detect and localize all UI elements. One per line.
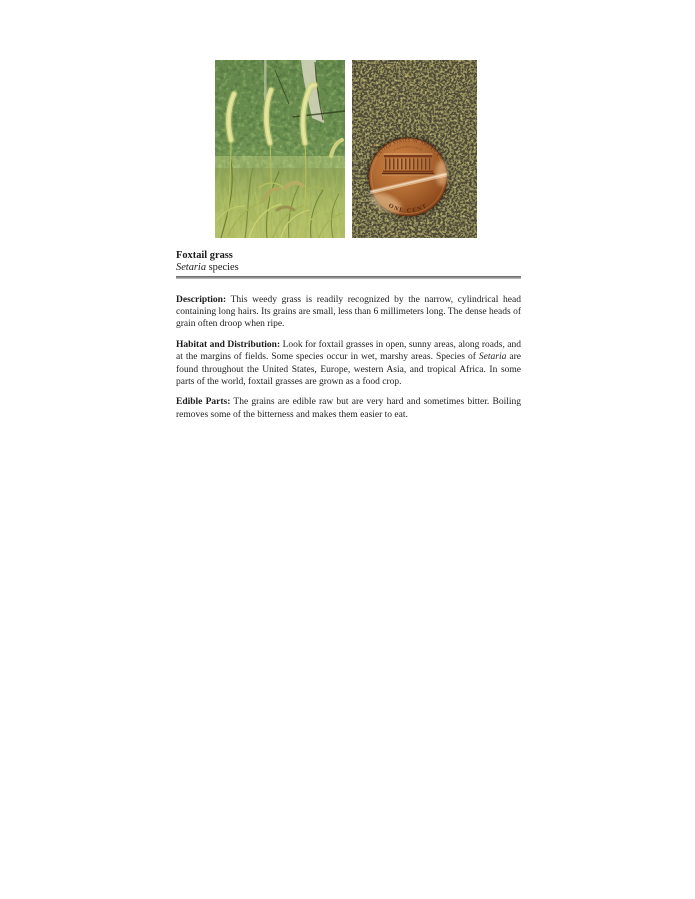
foliage-texture xyxy=(215,60,345,168)
edible-parts-label: Edible Parts: xyxy=(176,397,231,408)
edible-parts-text: The grains are edible raw but are very hard and sometimes bitter. Boiling removes some of the bitterness and makes them easier to eat. xyxy=(176,397,521,420)
seed-photo-image xyxy=(352,60,477,238)
penny-motto-text: E PLURIBUS UNUM xyxy=(393,145,423,152)
edible-parts-paragraph xyxy=(176,396,521,420)
penny-legend-text: UNITED STATES OF AMERICA xyxy=(374,137,442,158)
plant-photo-image xyxy=(215,60,345,238)
habitat-text-before: Look for foxtail grasses in open, sunny areas, along roads, and at the margins of fields. Some species occur in wet, marshy areas. Species of xyxy=(176,340,521,363)
description-label: Description: xyxy=(176,295,227,305)
article-body xyxy=(176,294,521,429)
species-genus-italic: Setaria xyxy=(176,262,207,274)
description-paragraph xyxy=(176,294,521,331)
figure-seed-photo xyxy=(352,60,477,238)
divider-rule xyxy=(176,276,521,279)
habitat-text-after: are found throughout the United States, Europe, western Asia, and tropical Africa. In some parts of the world, foxtail grasses are grown as a food crop. xyxy=(176,352,521,387)
plant-species-name xyxy=(176,262,239,274)
species-rest: species xyxy=(206,262,239,274)
figure-caption xyxy=(176,250,239,275)
habitat-paragraph xyxy=(176,339,521,388)
description-text: This weedy grass is readily recognized by the narrow, cylindrical head containing long hairs. Its grains are small, less than 6 millimeters long. The dense heads of grain often droop when ripe. xyxy=(176,295,521,330)
plant-common-name: Foxtail grass xyxy=(176,250,233,261)
habitat-genus-italic: Setaria xyxy=(478,352,507,363)
figure-plant-photo xyxy=(215,60,345,238)
penny xyxy=(367,136,450,219)
grass-texture xyxy=(215,156,345,238)
penny-denomination-text: ONE CENT xyxy=(387,202,429,215)
habitat-label: Habitat and Distribution: xyxy=(176,340,281,351)
